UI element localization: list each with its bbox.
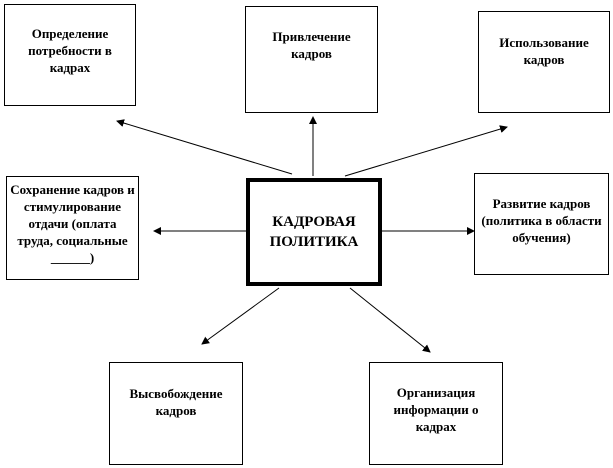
node-retention [6, 176, 139, 280]
arrow-to-release [202, 288, 279, 344]
arrow-to-needs [117, 121, 292, 174]
node-development-label: Развитие кадров (политика в области обучения) [481, 196, 602, 245]
node-release-label: Высвобождение кадров [129, 386, 223, 418]
node-attract-label: Привлечение кадров [272, 29, 351, 61]
node-info [369, 362, 503, 465]
node-center-label: КАДРОВАЯ ПОЛИТИКА [269, 214, 359, 250]
node-development [474, 173, 609, 275]
node-release [109, 362, 243, 465]
node-center [246, 178, 382, 286]
arrow-to-info [350, 288, 430, 352]
node-needs [4, 4, 136, 106]
node-usage-label: Использование кадров [499, 35, 589, 67]
node-attract [245, 6, 378, 113]
node-usage [478, 11, 610, 113]
node-info-label: Организация информации о кадрах [393, 385, 479, 434]
node-needs-label: Определение потребности в кадрах [28, 26, 112, 75]
arrow-to-usage [345, 127, 507, 176]
node-retention-label: Сохранение кадров и стимулирование отдачи (оплата труда, социальные ______) [10, 182, 135, 265]
